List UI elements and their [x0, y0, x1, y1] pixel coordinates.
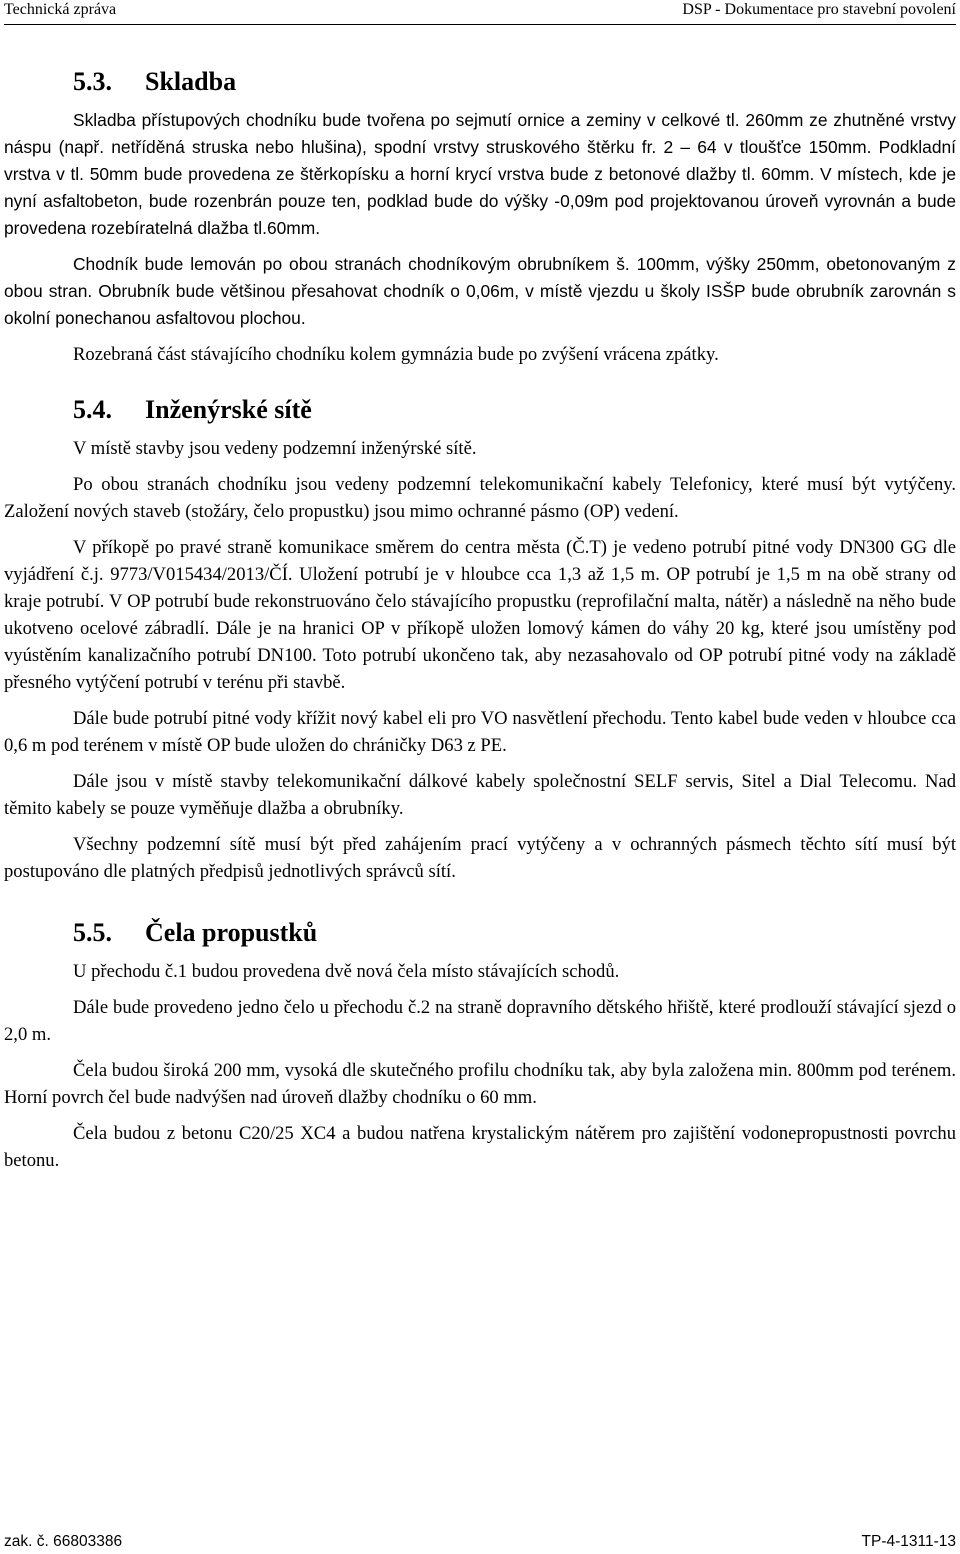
section-number: 5.3.: [73, 67, 112, 96]
paragraph: Čela budou široká 200 mm, vysoká dle skutečného profilu chodníku tak, aby byla založena min. 800mm pod terénem. Horní povrch čel bude nadvýšen nad úroveň dlažby chodníku o 60 mm.: [4, 1060, 956, 1108]
paragraph: Dále bude potrubí pitné vody křížit nový kabel eli pro VO nasvětlení přechodu. Tento kabel bude veden v hloubce cca 0,6 m pod terénem v místě OP bude uložen do chráničky D63 z PE.: [4, 708, 956, 756]
header-document-stage: DSP - Dokumentace pro stavební povolení: [682, 1, 956, 18]
page-header: [4, 0, 956, 25]
section-heading-cela-propustku: [4, 913, 956, 953]
footer-order-number: zak. č. 66803386: [4, 1533, 123, 1550]
paragraph: Všechny podzemní sítě musí být před zahájením prací vytýčeny a v ochranných pásmech těchto sítí musí být postupováno dle platných předpisů jednotlivých správců sítí.: [4, 834, 956, 882]
header-document-type: Technická zpráva: [4, 1, 117, 18]
paragraph: Dále jsou v místě stavby telekomunikační dálkové kabely společnostní SELF servis, Sitel a Dial Telecomu. Nad těmito kabely se pouze vyměňuje dlažba a obrubníky.: [4, 771, 956, 819]
footer-document-code: TP-4-1311-13: [861, 1533, 956, 1550]
paragraph: Po obou stranách chodníku jsou vedeny podzemní telekomunikační kabely Telefonicy, které musí být vytýčeny. Založení nových staveb (stožáry, čelo propustku) jsou mimo ochranné pásmo (OP) vedení.: [4, 474, 956, 522]
paragraph: Skladba přístupových chodníku bude tvořena po sejmutí ornice a zeminy v celkové tl. 260mm ze zhutněné vrstvy náspu (např. netříděná struska nebo hlušina), spodní vrstvy struskového štěrku fr. 2 – 64 v tloušťce 150mm. Podkladní vrstva v tl. 50mm bude provedena ze štěrkopísku a horní krycí vrstva bude z betonové dlažby tl. 60mm. V místech, kde je nyní asfaltobeton, bude rozenbrán pouze ten, podklad bude do výšky -0,09m pod projektovanou úroveň vyrovnán a bude provedena rozebíratelná dlažba tl.60mm.: [4, 110, 956, 238]
paragraph: V příkopě po pravé straně komunikace směrem do centra města (Č.T) je vedeno potrubí pitné vody DN300 GG dle vyjádření č.j. 9773/V015434/2013/ČÍ. Uložení potrubí je v hloubce cca 1,3 až 1,5 m. OP potrubí je 1,5 m na obě strany od kraje potrubí. V OP potrubí bude rekonstruováno čelo stávajícího propustku (reprofilační malta, nátěr) a následně na něho bude ukotveno ocelové zábradlí. Dále je na hranici OP v příkopě uložen lomový kámen do váhy 20 kg, které jsou umístěny pod vyústěním kanalizačního potrubí DN100. Toto potrubí ukončeno tak, aby nezasahovalo od OP potrubí pitné vody na základě přesného vytýčení potrubí v terénu při stavbě.: [4, 537, 956, 693]
section-number: 5.4.: [73, 395, 112, 424]
section-heading-inzenyrske-site: [4, 390, 956, 430]
section-title: Čela propustků: [145, 918, 318, 947]
paragraph: Chodník bude lemován po obou stranách chodníkovým obrubníkem š. 100mm, výšky 250mm, obetonovaným z obou stran. Obrubník bude většinou přesahovat chodník o 0,06m, v místě vjezdu u školy ISŠP bude obrubník zarovnán s okolní ponechanou asfaltovou plochou.: [4, 254, 956, 328]
paragraph: U přechodu č.1 budou provedena dvě nová čela místo stávajících schodů.: [73, 961, 620, 982]
section-heading-skladba: [4, 62, 956, 102]
paragraph: Rozebraná část stávajícího chodníku kolem gymnázia bude po zvýšení vrácena zpátky.: [73, 344, 719, 365]
section-title: Inženýrské sítě: [145, 395, 312, 424]
paragraph: Dále bude provedeno jedno čelo u přechodu č.2 na straně dopravního dětského hřiště, které prodlouží stávající sjezd o 2,0 m.: [4, 997, 956, 1045]
paragraph: Čela budou z betonu C20/25 XC4 a budou natřena krystalickým nátěrem pro zajištění vodonepropustnosti povrchu betonu.: [4, 1123, 956, 1171]
paragraph: V místě stavby jsou vedeny podzemní inženýrské sítě.: [73, 438, 477, 459]
section-title: Skladba: [145, 67, 237, 96]
document-body: [4, 62, 956, 1183]
section-number: 5.5.: [73, 918, 112, 947]
